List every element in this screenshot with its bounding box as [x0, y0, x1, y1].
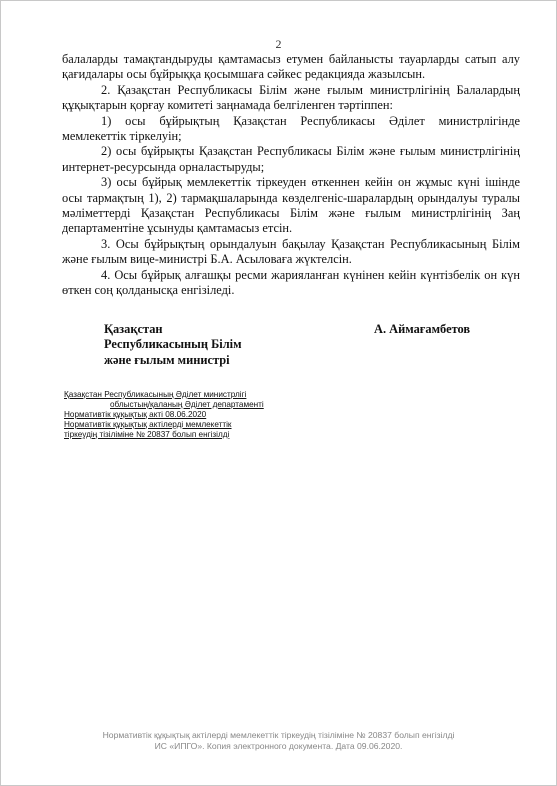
subparagraph-2: 2) осы бұйрықты Қазақстан Республикасы Білім және ғылым министрлігінің интернет-ресурсында орналастыруды; — [62, 144, 520, 174]
paragraph-continuation: балаларды тамақтандыруды қамтамасыз етумен байланысты тауарларды сатып алу қағидалары осы бұйрыққа қосымшаға сәйкес редакцияда жазылсын. — [62, 52, 520, 82]
registration-line: тіркеудің тізіліміне № 20837 болып енгізілді — [64, 430, 230, 439]
document-body — [62, 52, 520, 299]
signature-block — [104, 322, 514, 368]
signatory-position-line: Қазақстан — [104, 322, 163, 336]
signatory-position — [104, 322, 304, 368]
registration-line: Қазақстан Республикасының Әділет министрлігі — [64, 390, 247, 399]
signatory-name: А. Аймағамбетов — [374, 322, 471, 336]
registration-line: Нормативтік құқықтық актілерді мемлекеттік — [64, 420, 232, 429]
paragraph-item-3: 3. Осы бұйрықтың орындалуын бақылау Қазақстан Республикасының Білім және ғылым вице-министрі Б.А. Асыловаға жүктелсін. — [62, 236, 520, 267]
paragraph-item-4: 4. Осы бұйрық алғашқы ресми жарияланған күнінен кейін күнтізбелік он күн өткен соң қолданысқа енгізіледі. — [62, 267, 520, 298]
registration-line: Нормативтік құқықтық акті 08.06.2020 — [64, 410, 207, 419]
subparagraph-1: 1) осы бұйрықтың Қазақстан Республикасы Әділет министрлігінде мемлекеттік тіркелуін; — [62, 113, 520, 144]
page-number: 2 — [275, 37, 282, 51]
signatory-position-line: Республикасының Білім — [104, 337, 242, 352]
document-footer — [0, 730, 557, 752]
registration-line: облыстың/қаланың Әділет департаменті — [110, 400, 264, 409]
registration-stamp — [64, 390, 264, 440]
paragraph-item-2: 2. Қазақстан Республикасы Білім және ғылым министрлігінің Балалардың құқықтарын қорғау комитеті заңнамада белгіленген тәртіппен: — [62, 82, 520, 113]
footer-line: ИС «ИПГО». Копия электронного документа. Дата 09.06.2020. — [154, 741, 403, 751]
signatory-position-line: және ғылым министрі — [104, 352, 230, 367]
subparagraph-3: 3) осы бұйрық мемлекеттік тіркеуден өткеннен кейін он жұмыс күні ішінде осы тармақтың 1), 2) тармақшаларында көзделгеніс-шаралардың орындалуы туралы мәліметтерді Қазақстан Республикасы Білім және ғылым министрлігінің Заң департаментіне ұсынуды қамтамасыз етсін. — [62, 175, 520, 236]
footer-line: Нормативтік құқықтық актілерді мемлекеттік тіркеудің тізіліміне № 20837 болып енгізілді — [102, 730, 455, 740]
